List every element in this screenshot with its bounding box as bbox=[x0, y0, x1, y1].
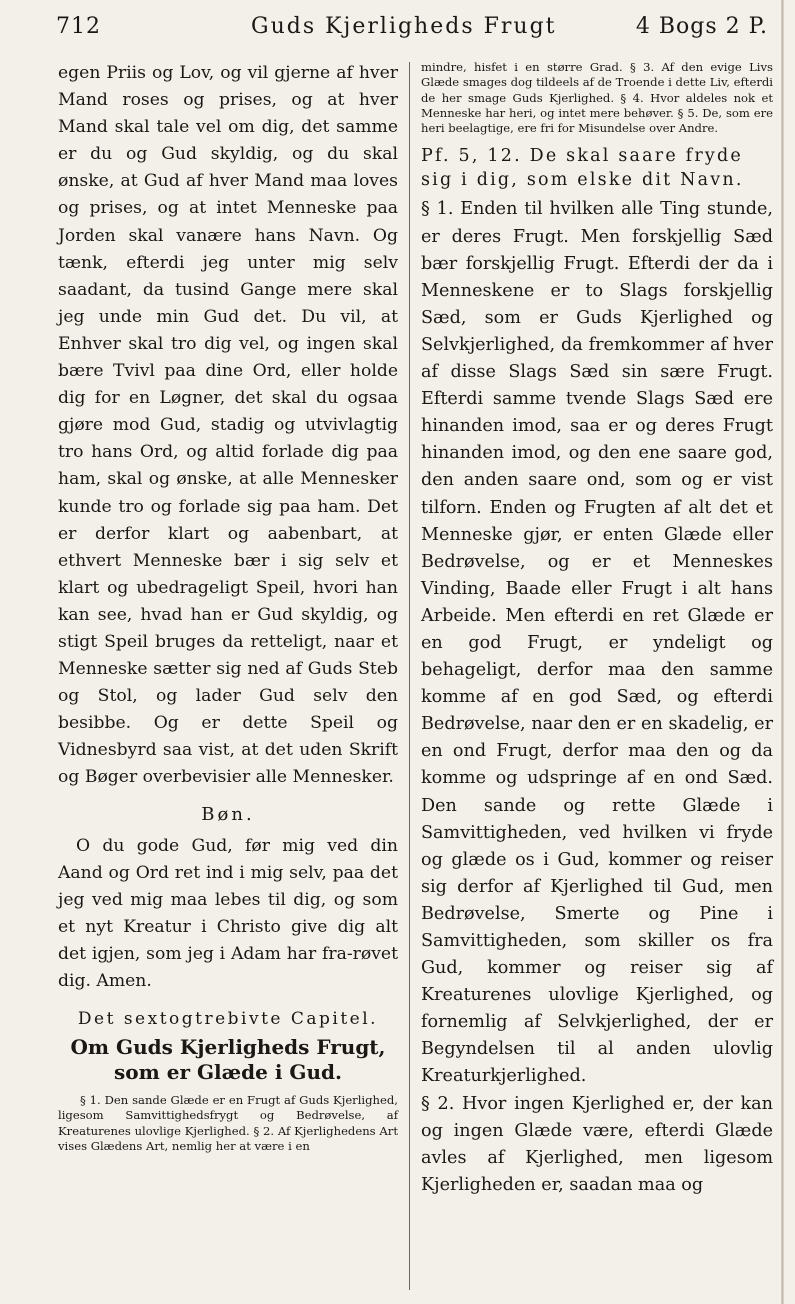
page-number: 712 bbox=[56, 14, 101, 39]
running-title: Guds Kjerligheds Frugt bbox=[251, 14, 557, 39]
chapter-heading: Om Guds Kjerligheds Frugt, som er Glæde i Gud. bbox=[70, 1035, 386, 1085]
chapter-label: Det sextogtrebivte Capitel. bbox=[77, 1009, 379, 1030]
section-1: § 1. Enden til hvilken alle Ting stunde, er deres Frugt. Men forskjellig Sæd bær forskjellig Frugt. Efterdi der da i Menneskene er to Slags forskjellig Sæd, som er Guds Kjerlighed og Selvkjerlighed, da fremkommer af hver af disse Slags Sæd sin sære Frugt. Efterdi samme tvende Slags Sæd ere hinanden imod, saa er og deres Frugt hinanden imod, og den ene saare god, den anden saare ond, som og er vist tilforn. Enden og Frugten af alt det et Menneske gjør, er enten Glæde eller Bedrøvelse, og er et Menneskes Vinding, Baade eller Frugt i alt hans Arbeide. Men efterdi en ret Glæde er en god Frugt, er yndeligt og behageligt, derfor maa den samme komme af en god Sæd, og efterdi Bedrøvelse, naar den er en skadelig, er en ond Frugt, derfor maa den og da komme og udspringe af en ond Sæd. Den sande og rette Glæde i Samvittigheden, ved hvilken vi fryde og glæde os i Gud, kommer og reiser sig derfor af Kjerlighed til Gud, men Bedrøvelse, Smerte og Pine i Samvittigheden, som skiller os fra Gud, kommer og reiser sig af Kreaturenes ulovlige Kjerlighed, og fornemlig af Selvkjerlighed, der er Begyndelsen til al anden ulovlig Kreaturkjerlighed. bbox=[421, 199, 773, 1087]
section-2: § 2. Hvor ingen Kjerlighed er, der kan og ingen Glæde være, efterdi Glæde avles af Kjerlighed, men ligesom Kjerligheden er, saadan maa og bbox=[421, 1093, 773, 1195]
book-section-signature: 4 Bogs 2 P. bbox=[635, 14, 768, 39]
right-column bbox=[421, 60, 773, 1199]
page-header bbox=[56, 14, 768, 44]
left-column bbox=[58, 60, 398, 1154]
scripture-verse: Pf. 5, 12. De skal saare fryde sig i dig, som elske dit Navn. bbox=[421, 146, 744, 191]
page-edge bbox=[781, 0, 784, 1304]
prayer-title: Bøn. bbox=[201, 803, 255, 825]
column-divider bbox=[409, 62, 410, 1290]
chapter-summary-continued: mindre, hisfet i en større Grad. § 3. Af den evige Livs Glæde smages dog tildeels af de Troende i dette Liv, efterdi de her smage Guds Kjerlighed. § 4. Hvor aldeles nok et Menneske har heri, og intet mere behøver. § 5. De, som ere heri beelagtige, ere fri for Misundelse over Andre. bbox=[421, 60, 773, 136]
chapter-summary: § 1. Den sande Glæde er en Frugt af Guds Kjerlighed, ligesom Samvittighedsfrygt og Bedrøvelse, af Kreaturenes ulovlige Kjerlighed. § 2. Af Kjerlighedens Art vises Glædens Art, nemlig her at være i en bbox=[58, 1093, 398, 1153]
prayer-text: O du gode Gud, før mig ved din Aand og Ord ret ind i mig selv, paa det jeg ved mig maa lebes til dig, og som et nyt Kreatur i Christo give dig alt det igjen, som jeg i Adam har fra-røvet dig. Amen. bbox=[58, 835, 398, 991]
body-paragraph: egen Priis og Lov, og vil gjerne af hver Mand roses og prises, og at hver Mand skal tale vel om dig, det samme er du og Gud skyldig, og du skal ønske, at Gud af hver Mand maa loves og prises, og at intet Menneske paa Jorden skal vanære hans Navn. Og tænk, efterdi jeg unter mig selv saadant, da tusind Gange mere skal jeg unde min Gud det. Du vil, at Enhver skal tro dig vel, og ingen skal bære Tvivl paa dine Ord, eller holde dig for en Løgner, det skal du ogsaa gjøre mod Gud, stadig og utvivlagtig tro hans Ord, og altid forlade dig paa ham, skal og ønske, at alle Mennesker kunde tro og forlade sig paa ham. Det er derfor klart og aabenbart, at ethvert Menneske bær i sig selv et klart og ubedrageligt Speil, hvori han kan see, hvad han er Gud skyldig, og stigt Speil bruges da retteligt, naar et Menneske sætter sig ned af Guds Steb og Stol, og lader Gud selv den besibbe. Og er dette Speil og Vidnesbyrd saa vist, at det uden Skrift og Bøger overbevisier alle Mennesker. bbox=[58, 63, 398, 788]
